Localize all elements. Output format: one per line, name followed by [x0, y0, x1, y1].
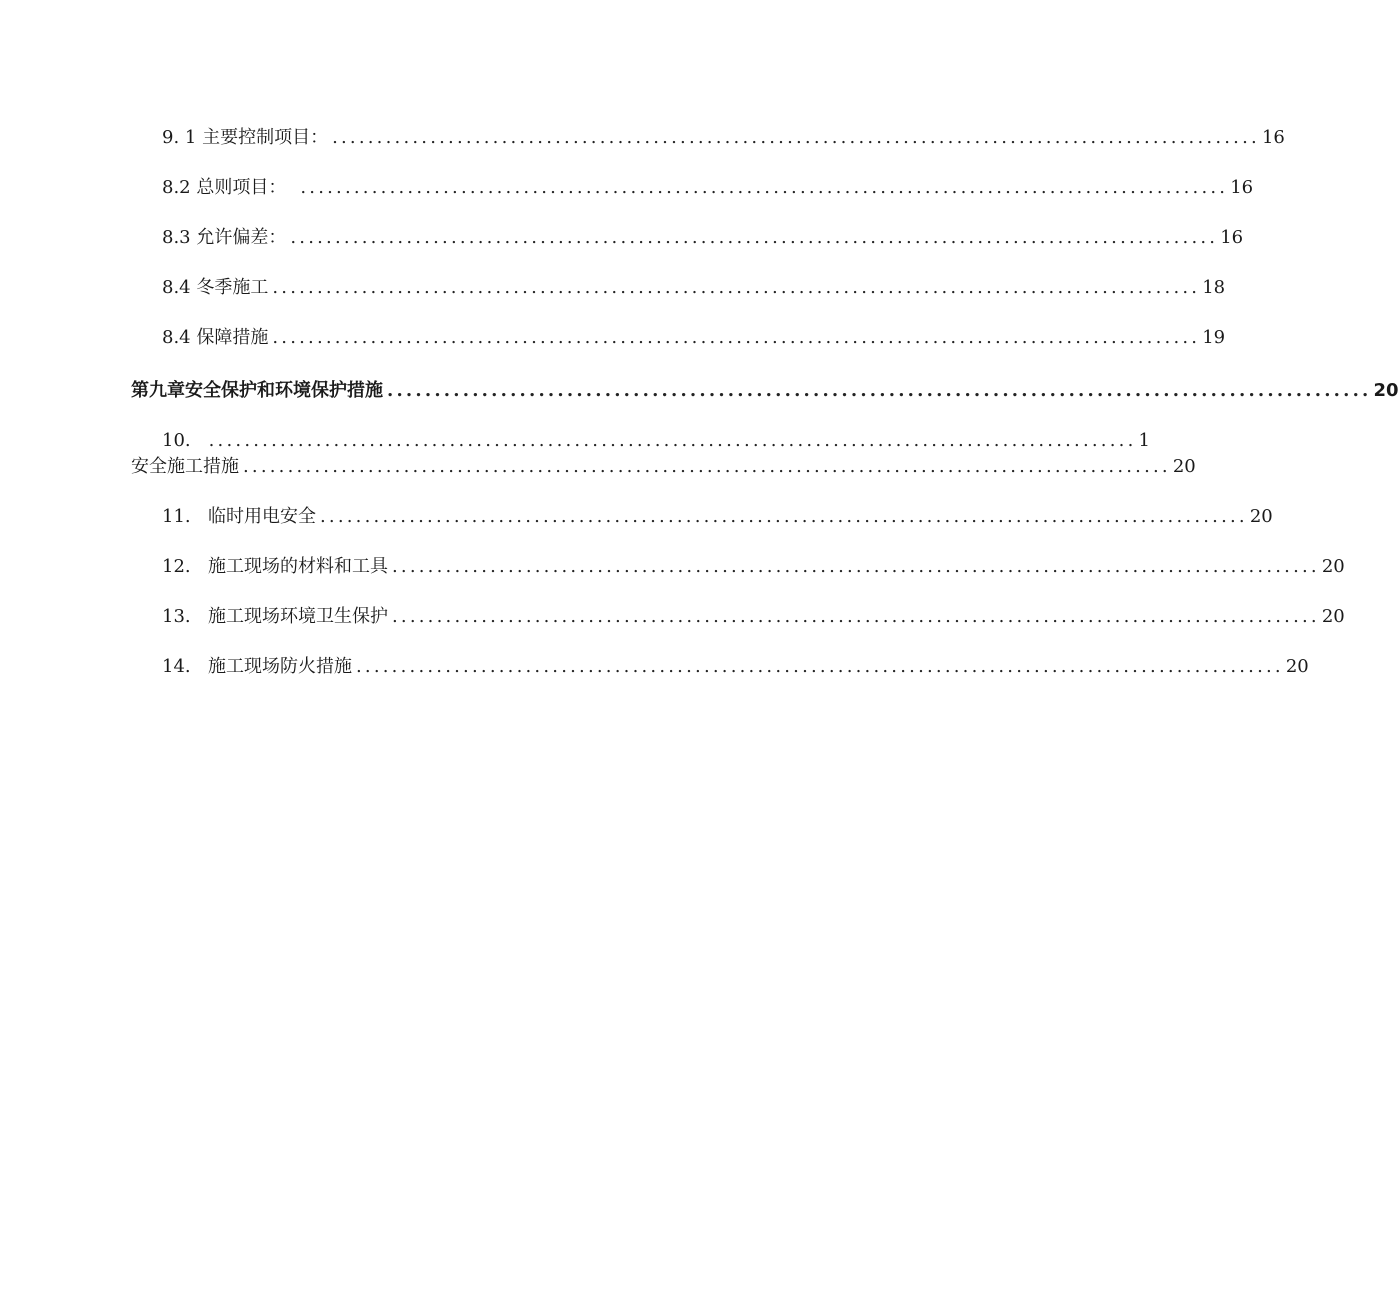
- toc-item-12[interactable]: [162, 556, 1345, 578]
- toc-item-14[interactable]: [162, 656, 1309, 678]
- toc-item-number: 10.: [162, 430, 191, 451]
- toc-entry-title: 临时用电安全: [208, 506, 316, 527]
- toc-page-number: 20: [1249, 506, 1273, 527]
- toc-item-13[interactable]: [162, 606, 1345, 628]
- toc-page-number: 20: [1321, 606, 1345, 627]
- dot-leader: ........................................................................................................: [332, 127, 1260, 148]
- toc-page-number: 20: [1172, 456, 1196, 477]
- toc-page-number: 20: [1285, 656, 1309, 677]
- toc-entry-title: 施工现场防火措施: [208, 656, 352, 677]
- toc-entry-title: 施工现场环境卫生保护: [208, 606, 388, 627]
- dot-leader: ........................................................................................................: [290, 227, 1219, 248]
- toc-entry-8-4-measures[interactable]: [162, 327, 1226, 349]
- dot-leader: ........................................................................................................: [272, 277, 1201, 298]
- toc-page-number: 16: [1220, 227, 1244, 248]
- toc-entry-title: 8.3 允许偏差：: [162, 227, 287, 248]
- toc-entry-label: [162, 656, 352, 678]
- dot-leader: ........................................................................................................: [243, 456, 1171, 477]
- toc-page-number: 16: [1261, 127, 1285, 148]
- toc-entry-title: 9. 1 主要控制项目：: [162, 127, 329, 148]
- toc-chapter-title: 第九章安全保护和环境保护措施: [131, 380, 383, 401]
- toc-item-number: 13.: [162, 606, 191, 627]
- toc-page-number: 16: [1230, 177, 1254, 198]
- toc-entry-8-3[interactable]: [162, 227, 1244, 249]
- toc-page-number: 18: [1202, 277, 1226, 298]
- toc-item-11[interactable]: [162, 506, 1273, 528]
- dot-leader: ........................................................................................................: [300, 177, 1229, 198]
- toc-item-number: 12.: [162, 556, 191, 577]
- toc-entry-8-4-winter[interactable]: [162, 277, 1226, 299]
- toc-item-10-continued[interactable]: [131, 456, 1196, 478]
- toc-item-number: 14.: [162, 656, 191, 677]
- toc-entry-8-2[interactable]: [162, 177, 1254, 199]
- dot-leader: ........................................................................................................: [356, 656, 1284, 677]
- toc-page-number: 1: [1138, 430, 1150, 451]
- dot-leader: ........................................................................................................: [387, 380, 1372, 401]
- toc-entry-title: 施工现场的材料和工具: [208, 556, 388, 577]
- toc-entry-label: [162, 556, 388, 578]
- toc-page-number: 20: [1321, 556, 1345, 577]
- toc-page-number: 19: [1202, 327, 1226, 348]
- toc-entry-9-1[interactable]: [162, 127, 1285, 149]
- dot-leader: ........................................................................................................: [392, 606, 1320, 627]
- toc-entry-title: 8.2 总则项目：: [162, 177, 287, 198]
- toc-entry-label: [162, 606, 388, 628]
- toc-item-10[interactable]: [162, 430, 1150, 452]
- toc-chapter-9[interactable]: [131, 380, 1399, 402]
- dot-leader: ........................................................................................................: [272, 327, 1201, 348]
- dot-leader: ........................................................................................................: [320, 506, 1248, 527]
- dot-leader: ........................................................................................................: [208, 430, 1137, 451]
- dot-leader: ........................................................................................................: [392, 556, 1320, 577]
- toc-entry-title: 安全施工措施: [131, 456, 239, 477]
- toc-page-number: 20: [1373, 380, 1399, 401]
- toc-item-number: 11.: [162, 506, 191, 527]
- toc-entry-title: 8.4 保障措施: [162, 327, 269, 348]
- toc-entry-title: 8.4 冬季施工: [162, 277, 269, 298]
- toc-entry-label: [162, 506, 316, 528]
